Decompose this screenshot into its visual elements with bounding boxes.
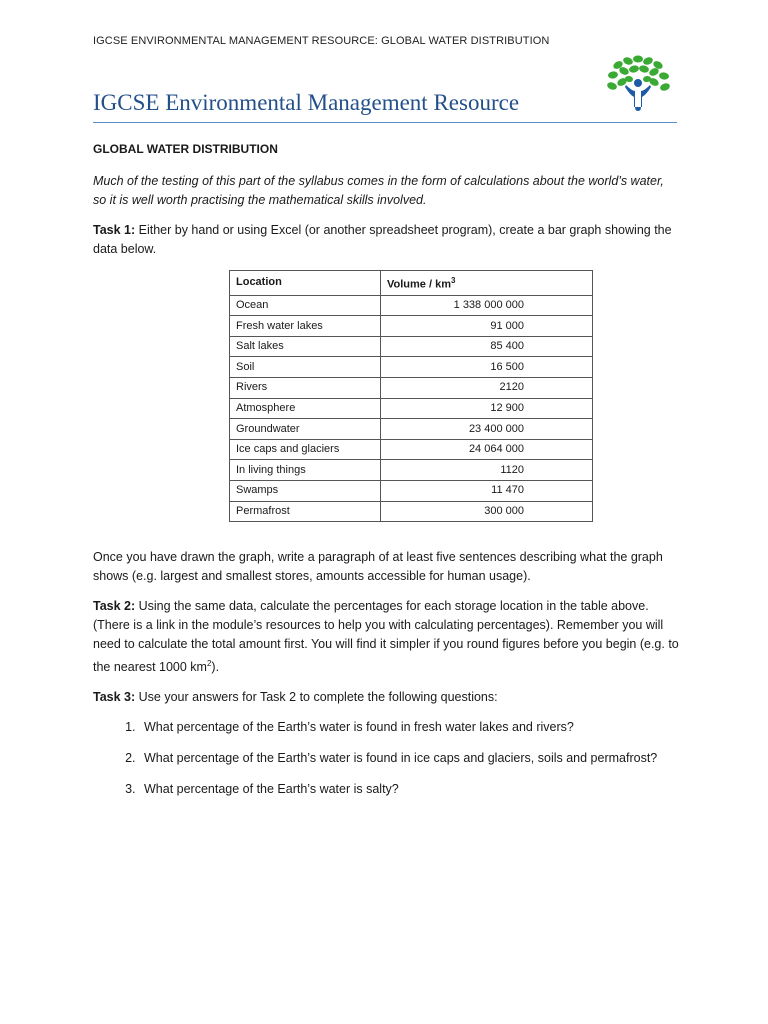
- volume-cell: 24 064 000: [381, 439, 593, 460]
- intro-paragraph: Much of the testing of this part of the syllabus comes in the form of calculations about the world’s water, so it is well worth practising the mathematical skills involved.: [93, 174, 664, 207]
- table-row: [230, 316, 593, 337]
- location-cell: Rivers: [230, 378, 381, 399]
- location-cell: Groundwater: [230, 419, 381, 440]
- list-item: 1. What percentage of the Earth’s water is found in fresh water lakes and rivers?: [139, 718, 679, 737]
- table-row: [230, 378, 593, 399]
- task3-paragraph: [93, 688, 679, 707]
- location-cell: Atmosphere: [230, 398, 381, 419]
- document-body: [93, 140, 679, 811]
- document-title: IGCSE Environmental Management Resource: [93, 90, 520, 115]
- location-cell: Fresh water lakes: [230, 316, 381, 337]
- task3-text: Use your answers for Task 2 to complete the following questions:: [135, 690, 498, 705]
- table-row: [230, 336, 593, 357]
- column-header-volume: Volume / $km^3$: [381, 271, 593, 296]
- column-header-location: Location: [230, 271, 381, 296]
- location-cell: Ocean: [230, 295, 381, 316]
- volume-cell: 85 400: [381, 336, 593, 357]
- table-row: [230, 357, 593, 378]
- tree-person-logo-icon: [604, 55, 672, 119]
- question-list: [93, 718, 679, 799]
- table-row: [230, 481, 593, 502]
- volume-cell: 12 900: [381, 398, 593, 419]
- title-block: [93, 88, 677, 123]
- volume-cell: 300 000: [381, 501, 593, 522]
- volume-cell: 11 470: [381, 481, 593, 502]
- table-row: [230, 398, 593, 419]
- task2-text: Using the same data, calculate the percentages for each storage location in the table above. (There is a link in the module’s resources to help you with calculating percentages). Remember you will need to calculate the total amount first. You will find it simpler if you round figures before you begin (e.g. to the nearest 1000 km: [93, 599, 679, 675]
- running-header: IGCSE ENVIRONMENTAL MANAGEMENT RESOURCE: GLOBAL WATER DISTRIBUTION: [93, 35, 550, 47]
- table-header-row: [230, 271, 593, 296]
- table-row: [230, 439, 593, 460]
- task2-label: Task 2:: [93, 599, 136, 614]
- volume-cell: 16 500: [381, 357, 593, 378]
- water-volume-table: [229, 270, 593, 522]
- volume-cell: 23 400 000: [381, 419, 593, 440]
- task3-label: Task 3:: [93, 690, 136, 705]
- location-cell: Permafrost: [230, 501, 381, 522]
- volume-cell: 1120: [381, 460, 593, 481]
- task1-text: Either by hand or using Excel (or another spreadsheet program), create a bar graph showing the data below.: [93, 223, 672, 256]
- task2-superscript: 2: [206, 659, 212, 669]
- volume-cell: 2120: [381, 378, 593, 399]
- volume-cell: 1 338 000 000: [381, 295, 593, 316]
- table-row: [230, 460, 593, 481]
- task2-tail: ).: [211, 660, 220, 675]
- list-item: 3. What percentage of the Earth’s water is salty?: [139, 780, 679, 799]
- table-row: [230, 501, 593, 522]
- location-cell: Soil: [230, 357, 381, 378]
- location-cell: In living things: [230, 460, 381, 481]
- location-cell: Salt lakes: [230, 336, 381, 357]
- volume-cell: 91 000: [381, 316, 593, 337]
- task2-paragraph: [93, 597, 679, 677]
- section-heading: GLOBAL WATER DISTRIBUTION: [93, 142, 278, 156]
- location-cell: Ice caps and glaciers: [230, 439, 381, 460]
- table-row: [230, 295, 593, 316]
- after-table-paragraph: Once you have drawn the graph, write a paragraph of at least five sentences describing what the graph shows (e.g. largest and smallest stores, amounts accessible for human usage).: [93, 550, 663, 584]
- task1-paragraph: [93, 221, 679, 259]
- table-row: [230, 419, 593, 440]
- location-cell: Swamps: [230, 481, 381, 502]
- task1-label: Task 1:: [93, 223, 136, 237]
- list-item: 2. What percentage of the Earth’s water is found in ice caps and glaciers, soils and permafrost?: [139, 749, 679, 768]
